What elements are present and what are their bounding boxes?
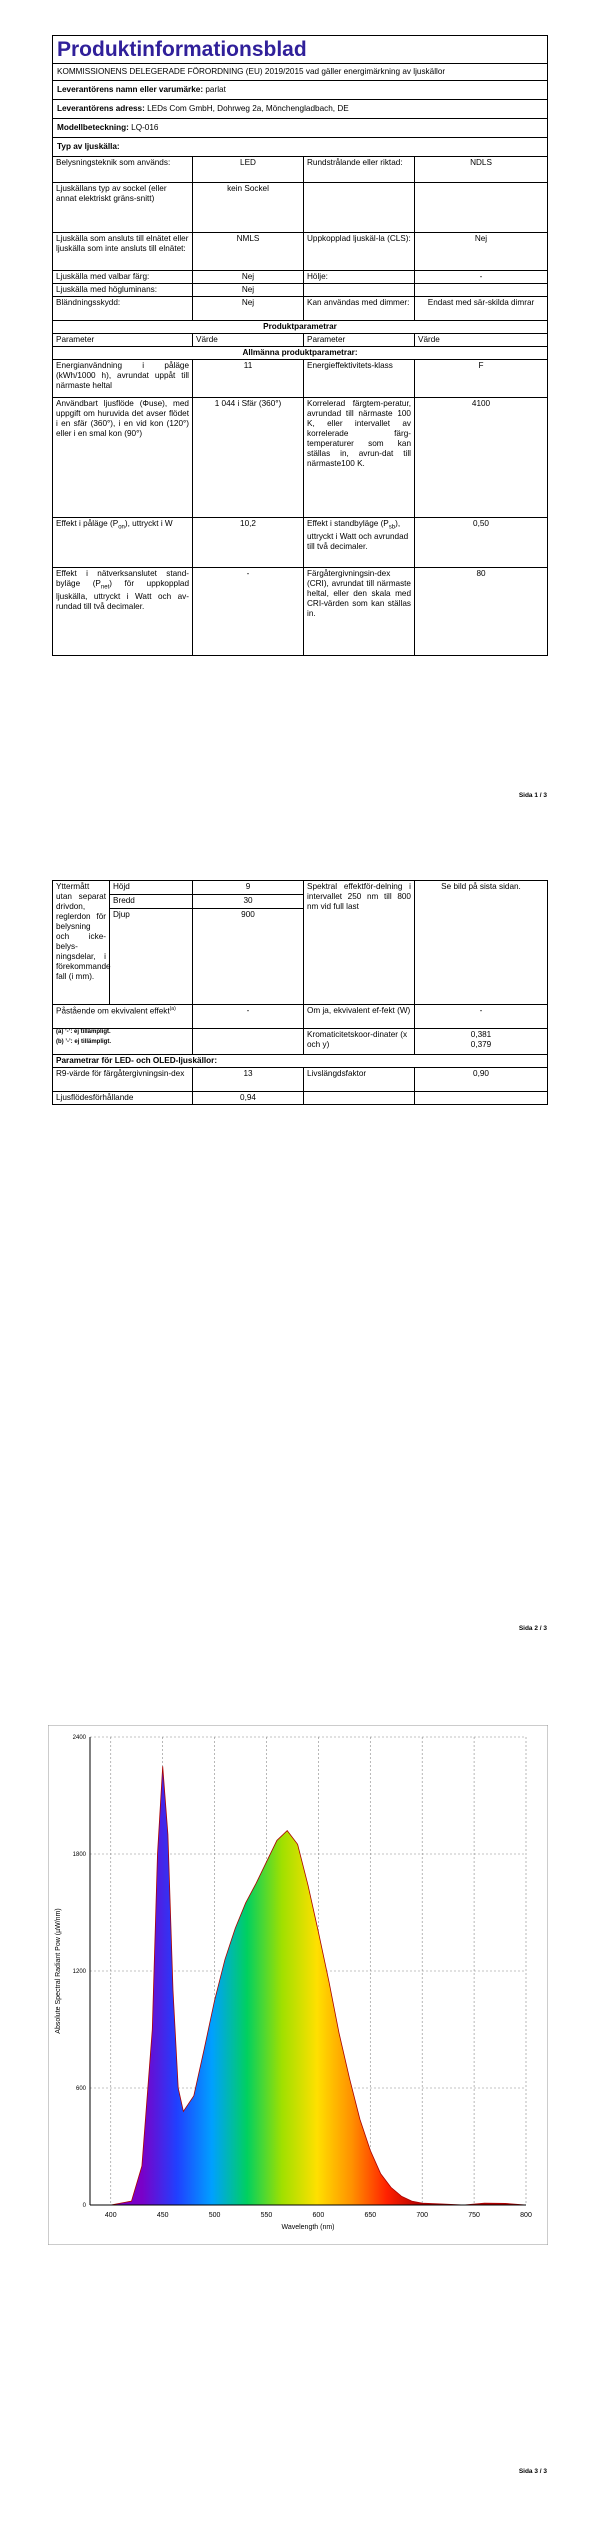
footnotes [56, 1028, 111, 1047]
high-lum-value: Nej [193, 284, 304, 297]
spectral-value: Se bild på sista sidan. [415, 881, 548, 1005]
y-tick-label: 600 [75, 2086, 86, 2092]
col-header-value-2: Värde [415, 334, 548, 347]
height-label: Höjd [110, 881, 193, 895]
x-tick-label: 800 [520, 2212, 532, 2219]
x-tick-label: 700 [416, 2212, 429, 2219]
page-number-2: Sida 2 / 3 [518, 1625, 547, 1632]
page-title: Produktinformationsblad [53, 36, 548, 64]
x-tick-label: 750 [468, 2212, 480, 2219]
cri-label: Färgåtergivningsin-dex (CRI), avrundat till närmaste heltal, eller den skala med CRI-värden som kan ställas in. [304, 568, 415, 656]
x-tick-label: 450 [156, 2212, 169, 2219]
cct-value: 4100 [415, 398, 548, 518]
y-tick-label: 1200 [72, 1969, 86, 1975]
nondirectional-value: NDLS [415, 157, 548, 183]
glare-value: Nej [193, 297, 304, 321]
supplier-row [53, 81, 548, 100]
model-label: Modellbeteckning: [57, 123, 129, 133]
energy-value: 11 [193, 360, 304, 398]
mains-label: Ljuskälla som ansluts till elnätet eller ljuskälla som inte ansluts till elnätet: [53, 233, 193, 271]
efficiency-class-label: Energieffektivitets-klass [304, 360, 415, 398]
product-params-heading: Produktparametrar [53, 321, 548, 334]
x-axis-label: Wavelength (nm) [281, 2224, 335, 2231]
equiv-power-label: Om ja, ekvivalent ef-fekt (W) [304, 1005, 415, 1029]
r9-label: R9-värde för färgåtergivningsin-dex [53, 1068, 193, 1092]
model-row [53, 119, 548, 138]
chroma-x: 0,381 [470, 1030, 492, 1039]
col-header-param: Parameter [53, 334, 193, 347]
maintenance-value: 0,94 [193, 1092, 304, 1105]
x-tick-label: 400 [104, 2212, 117, 2219]
page-3 [0, 1660, 595, 2526]
product-info-table [52, 35, 548, 656]
survival-value: 0,90 [415, 1068, 548, 1092]
r9-value: 13 [193, 1068, 304, 1092]
envelope-value: - [415, 271, 548, 284]
cct-label: Korrelerad färgtem-peratur, avrundad till närmaste 100 K, eller intervallet av korrelerade färg-temperaturer som kan ställas in, avrun-dat till närmaste100 K. [304, 398, 415, 518]
equivalent-label: Påstående om ekvivalent effekt$^{(a)}$ [53, 1005, 193, 1029]
spectral-distribution-chart [48, 1725, 548, 2245]
led-params-heading: Parametrar för LED- och OLED-ljuskällor: [53, 1055, 548, 1068]
x-tick-label: 550 [260, 2212, 273, 2219]
chroma-values [415, 1029, 548, 1055]
netstandby-value: - [193, 568, 304, 656]
address-value: LEDs Com GmbH, Dohrweg 2a, Mönchengladbach, DE [147, 104, 349, 114]
netstandby-label: Effekt i nätverksanslutet stand-byläge $(P_{net})$ för uppkopplad ljuskälla, uttryckt i Watt och av-rundad till två decimaler. [53, 568, 193, 656]
dimmable-label: Kan användas med dimmer: [304, 297, 415, 321]
envelope-label: Hölje: [304, 271, 415, 284]
page-2 [0, 830, 595, 1660]
col-header-value: Värde [193, 334, 304, 347]
dimmable-value: Endast med sär-skilda dimrar [415, 297, 548, 321]
on-power-value: 10,2 [193, 518, 304, 568]
model-value: LQ-016 [131, 123, 159, 133]
mains-value: NMLS [193, 233, 304, 271]
on-power-label: Effekt i påläge $(P_{on})$, uttryckt i W [53, 518, 193, 568]
tech-label: Belysningsteknik som används: [53, 157, 193, 183]
standby-label: Effekt i standbyläge $(P_{sb})$, uttryckt i Watt och avrundad till två decimaler. [304, 518, 415, 568]
page-1 [0, 0, 595, 830]
connected-label: Uppkopplad ljuskäl-la (CLS): [304, 233, 415, 271]
tech-value: LED [193, 157, 304, 183]
chroma-label: Kromaticitetskoor-dinater (x och y) [304, 1029, 415, 1055]
y-axis-label: Absolute Spectral Radiant Pow (µW/nm) [55, 1908, 62, 2034]
width-value: 30 [193, 895, 304, 909]
connected-value: Nej [415, 233, 548, 271]
flux-value: 1 044 i Sfär (360°) [193, 398, 304, 518]
maintenance-label: Ljusflödesförhållande [53, 1092, 193, 1105]
address-row [53, 100, 548, 119]
cri-value: 80 [415, 568, 548, 656]
energy-label: Energianvändning i påläge (kWh/1000 h), avrundat uppåt till närmaste heltal [53, 360, 193, 398]
glare-label: Bländningsskydd: [53, 297, 193, 321]
y-tick-label: 0 [82, 2203, 86, 2209]
depth-label: Djup [110, 909, 193, 1005]
equivalent-value: - [193, 1005, 304, 1029]
colour-tunable-label: Ljuskälla med valbar färg: [53, 271, 193, 284]
flux-label: Användbart ljusflöde (Φuse), med uppgift om huruvida det avser flödet i en sfär (360°), i en vid kon (120°) eller i en smal kon (90°) [53, 398, 193, 518]
y-tick-label: 1800 [72, 1852, 86, 1858]
cap-label: Ljuskällans typ av sockel (eller annat elektriskt gräns-snitt) [53, 183, 193, 233]
colour-tunable-value: Nej [193, 271, 304, 284]
dims-label: Yttermått utan separat drivdon, reglerdon för belysning och icke-belys-ningsdelar, i förekommande fall (i mm). [53, 881, 110, 1005]
col-header-param-2: Parameter [304, 334, 415, 347]
x-tick-label: 600 [312, 2212, 325, 2219]
high-lum-label: Ljuskälla med högluminans: [53, 284, 193, 297]
page-number-3: Sida 3 / 3 [518, 2468, 547, 2475]
height-value: 9 [193, 881, 304, 895]
efficiency-class-value: F [415, 360, 548, 398]
x-tick-label: 650 [364, 2212, 377, 2219]
type-heading: Typ av ljuskälla: [53, 138, 548, 157]
width-label: Bredd [110, 895, 193, 909]
footnote-a: (a) ’-’: ej tillämpligt. [56, 1029, 111, 1035]
standby-value: 0,50 [415, 518, 548, 568]
address-label: Leverantörens adress: [57, 104, 145, 114]
page-number-1: Sida 1 / 3 [518, 792, 547, 799]
general-params-heading: Allmänna produktparametrar: [53, 347, 548, 360]
survival-label: Livslängdsfaktor [304, 1068, 415, 1092]
chroma-y: 0,379 [470, 1040, 492, 1049]
spectral-label: Spektral effektför-delning i intervallet 250 nm till 800 nm vid full last [304, 881, 415, 1005]
y-tick-label: 2400 [72, 1735, 86, 1741]
dimensions-table [52, 880, 548, 1105]
cap-value: kein Sockel [193, 183, 304, 233]
nondirectional-label: Rundstrålande eller riktad: [304, 157, 415, 183]
supplier-label: Leverantörens namn eller varumärke: [57, 85, 204, 95]
footnote-b: (b) ’-’: ej tillämpligt. [56, 1038, 111, 1045]
depth-value: 900 [193, 909, 304, 1005]
x-tick-label: 500 [208, 2212, 221, 2219]
equiv-power-value: - [415, 1005, 548, 1029]
regulation-subtitle: KOMMISSIONENS DELEGERADE FÖRORDNING (EU) 2019/2015 vad gäller energimärkning av ljuskällor [53, 64, 548, 81]
supplier-value: parlat [205, 85, 226, 95]
